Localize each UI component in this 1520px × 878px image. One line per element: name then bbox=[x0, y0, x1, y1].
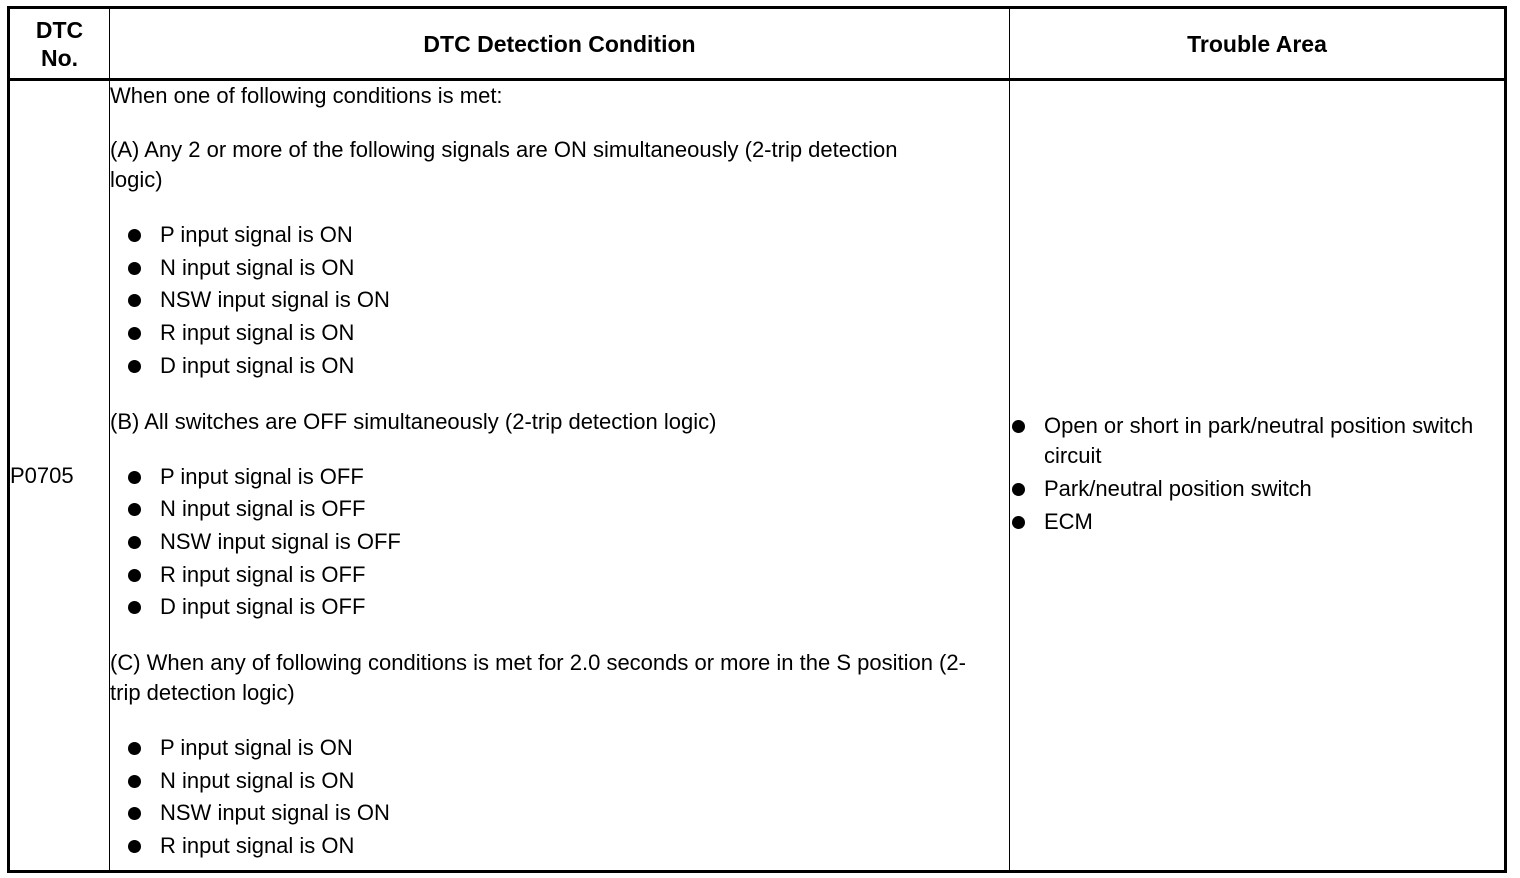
trouble-area-cell bbox=[1010, 80, 1506, 872]
list-item: NSW input signal is ON bbox=[128, 284, 1009, 317]
condition-intro: When one of following conditions is met: bbox=[110, 83, 503, 108]
condition-a-text: (A) Any 2 or more of the following signals are ON simultaneously (2-trip detection logic) bbox=[110, 137, 898, 192]
header-detection-condition: DTC Detection Condition bbox=[110, 8, 1010, 80]
condition-a-list bbox=[110, 219, 1009, 383]
list-item: P input signal is ON bbox=[128, 732, 1009, 765]
detection-condition-cell bbox=[110, 80, 1010, 872]
trouble-area-list bbox=[1010, 411, 1504, 537]
list-item: R input signal is OFF bbox=[128, 559, 1009, 592]
list-item: N input signal is ON bbox=[128, 765, 1009, 798]
list-item: ECM bbox=[1010, 507, 1504, 537]
list-item: N input signal is ON bbox=[128, 252, 1009, 285]
list-item: NSW input signal is OFF bbox=[128, 526, 1009, 559]
dtc-table bbox=[7, 6, 1507, 873]
condition-c-text: (C) When any of following conditions is met for 2.0 seconds or more in the S position (2-trip detection logic) bbox=[110, 650, 966, 706]
condition-c-list bbox=[110, 732, 1009, 863]
list-item: D input signal is OFF bbox=[128, 591, 1009, 624]
table-row bbox=[9, 80, 1506, 872]
condition-b-text: (B) All switches are OFF simultaneously (2-trip detection logic) bbox=[110, 408, 717, 434]
dtc-code: P0705 bbox=[9, 80, 110, 872]
header-row bbox=[9, 8, 1506, 80]
list-item: R input signal is ON bbox=[128, 317, 1009, 350]
header-dtc-no: DTC No. bbox=[9, 8, 110, 80]
list-item: R input signal is ON bbox=[128, 830, 1009, 863]
list-item: Open or short in park/neutral position switch circuit bbox=[1010, 411, 1504, 471]
list-item: P input signal is ON bbox=[128, 219, 1009, 252]
list-item: D input signal is ON bbox=[128, 350, 1009, 383]
condition-b-list bbox=[110, 461, 1009, 625]
list-item: NSW input signal is ON bbox=[128, 797, 1009, 830]
list-item: P input signal is OFF bbox=[128, 461, 1009, 494]
header-trouble-area: Trouble Area bbox=[1010, 8, 1506, 80]
list-item: N input signal is OFF bbox=[128, 493, 1009, 526]
list-item: Park/neutral position switch bbox=[1010, 474, 1504, 504]
